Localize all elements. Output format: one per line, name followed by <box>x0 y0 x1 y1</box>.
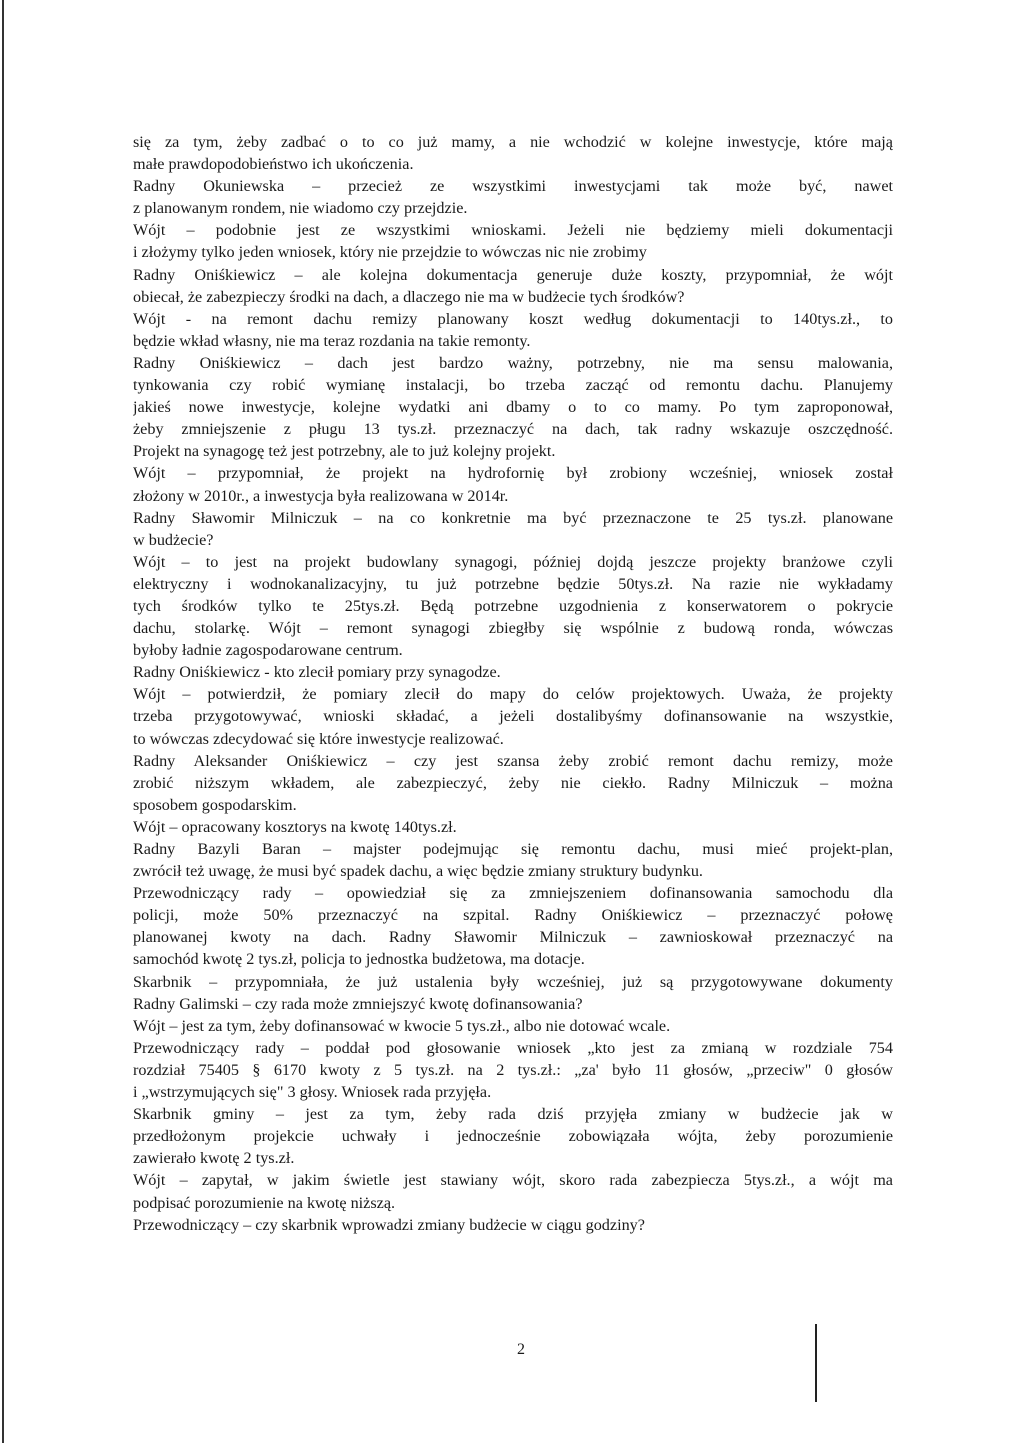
text-line: i złożymy tylko jeden wniosek, który nie przejdzie to wówczas nic nie zrobimy <box>133 243 647 262</box>
text-line: żeby zmniejszenie z pługu 13 tys.zł. przeznaczyć na dach, tak radny wskazuje oszczędność. <box>133 420 893 439</box>
margin-mark-line <box>815 1324 817 1402</box>
text-line: Przewodniczący rady – poddał pod głosowanie wniosek „kto jest za zmianą w rozdziale 754 <box>133 1038 893 1057</box>
text-line: Skarbnik gminy – jest za tym, żeby rada dziś przyjęła zmiany w budżecie jak w <box>133 1105 893 1124</box>
text-line: byłoby ładnie zagospodarowane centrum. <box>133 641 403 660</box>
text-line: to wówczas zdecydować się które inwestycje realizować. <box>133 729 504 748</box>
text-line: trzeba przygotowywać, wnioski składać, a jeżeli dostalibyśmy dofinansowanie na wszystkie, <box>133 707 893 726</box>
text-line: obiecał, że zabezpieczy środki na dach, a dlaczego nie ma w budżecie tych środków? <box>133 287 685 306</box>
text-line: Skarbnik – przypomniała, że już ustalenia były wcześniej, już są przygotowywane dokumenty <box>133 972 893 991</box>
text-line: samochód kwotę 2 tys.zł, policja to jednostka budżetowa, ma dotacje. <box>133 950 585 969</box>
text-line: elektryczny i wodnokanalizacyjny, tu już potrzebne będzie 50tys.zł. Na razie nie wykładamy <box>133 574 893 593</box>
text-line: Projekt na synagogę też jest potrzebny, ale to już kolejny projekt. <box>133 442 556 461</box>
text-line: Przewodniczący rady – opowiedział się za zmniejszeniem dofinansowania samochodu dla <box>133 884 893 903</box>
text-line: z planowanym rondem, nie wiadomo czy przejdzie. <box>133 199 468 218</box>
text-line: Radny Oniśkiewicz - kto zlecił pomiary przy synagodze. <box>133 663 501 682</box>
text-line: Radny Okuniewska – przecież ze wszystkimi inwestycjami tak może być, nawet <box>133 177 893 196</box>
text-line: Wójt - na remont dachu remizy planowany koszt według dokumentacji to 140tys.zł., to <box>133 309 893 328</box>
scan-edge-line <box>2 0 4 1443</box>
text-line: Wójt – podobnie jest ze wszystkimi wnioskami. Jeżeli nie będziemy mieli dokumentacji <box>133 221 893 240</box>
text-line: Radny Aleksander Oniśkiewicz – czy jest szansa żeby zrobić remont dachu remizy, może <box>133 751 893 770</box>
text-line: Radny Oniśkiewicz – dach jest bardzo ważny, potrzebny, nie ma sensu malowania, <box>133 353 893 372</box>
text-line: zrobić niższym wkładem, ale zabezpieczyć, żeby nie ciekło. Radny Milniczuk – można <box>133 773 893 792</box>
text-line: sposobem gospodarskim. <box>133 795 297 814</box>
text-line: Radny Bazyli Baran – majster podejmując się remontu dachu, musi mieć projekt-plan, <box>133 840 893 858</box>
text-line: zawierało kwotę 2 tys.zł. <box>133 1149 295 1168</box>
text-line: Radny Sławomir Milniczuk – na co konkretnie ma być przeznaczone te 25 tys.zł. planowane <box>133 508 893 527</box>
page-number: 2 <box>517 1341 525 1358</box>
text-line: się za tym, żeby zadbać o to co już mamy, a nie wchodzić w kolejne inwestycje, które mają <box>133 133 893 151</box>
text-line: tych środków tylko te 25tys.zł. Będą potrzebne uzgodnienia z konserwatorem o pokrycie <box>133 596 893 615</box>
text-line: podpisać porozumienie na kwotę niższą. <box>133 1193 396 1212</box>
text-line: Wójt – potwierdził, że pomiary zlecił do mapy do celów projektowych. Uważa, że projekty <box>133 685 893 704</box>
text-line: Radny Oniśkiewicz – ale kolejna dokumentacja generuje duże koszty, przypomniał, że wójt <box>133 265 893 284</box>
text-line: rozdział 75405 § 6170 kwoty z 5 tys.zł. na 2 tys.zł.: „za' było 11 głosów, „przeciw" 0 głosów <box>133 1060 893 1079</box>
text-line: jakieś nowe inwestycje, kolejne wydatki ani dbamy o to co mamy. Po tym zaproponował, <box>133 398 893 417</box>
document-body <box>133 131 893 1236</box>
text-line: Radny Galimski – czy rada może zmniejszyć kwotę dofinansowania? <box>133 994 583 1013</box>
text-line: i „wstrzymujących się" 3 głosy. Wniosek rada przyjęła. <box>133 1083 492 1102</box>
text-line: zwrócił też uwagę, że musi być spadek dachu, a więc będzie zmiany struktury budynku. <box>133 862 703 881</box>
text-line: będzie wkład własny, nie ma teraz rozdania na takie remonty. <box>133 331 531 350</box>
text-line: dachu, stolarkę. Wójt – remont synagogi zbiegłby się wspólnie z budową ronda, wówczas <box>133 619 893 638</box>
text-line: złożony w 2010r., a inwestycja była realizowana w 2014r. <box>133 486 509 505</box>
text-line: Wójt – opracowany kosztorys na kwotę 140tys.zł. <box>133 817 457 836</box>
text-line: Wójt – przypomniał, że projekt na hydrofornię był zrobiony wcześniej, wniosek został <box>133 464 893 483</box>
text-line: przedłożonym projekcie uchwały i jednocześnie zobowiązała wójta, żeby porozumienie <box>133 1127 893 1146</box>
text-line: planowanej kwoty na dach. Radny Sławomir Milniczuk – zawnioskował przeznaczyć na <box>133 928 893 947</box>
text-line: Wójt – jest za tym, żeby dofinansować w kwocie 5 tys.zł., albo nie dotować wcale. <box>133 1016 671 1035</box>
text-line: Wójt – to jest na projekt budowlany synagogi, później dojdą jeszcze projekty branżowe czyli <box>133 552 893 571</box>
text-line: w budżecie? <box>133 530 214 549</box>
text-line: Przewodniczący – czy skarbnik wprowadzi zmiany budżecie w ciągu godziny? <box>133 1215 645 1234</box>
text-line: małe prawdopodobieństwo ich ukończenia. <box>133 155 414 174</box>
text-line: policji, może 50% przeznaczyć na szpital. Radny Oniśkiewicz – przeznaczyć połowę <box>133 906 893 925</box>
text-line: tynkowania czy robić wymianę instalacji, bo trzeba zacząć od remontu dachu. Planujemy <box>133 376 893 395</box>
text-line: Wójt – zapytał, w jakim świetle jest stawiany wójt, skoro rada zabezpiecza 5tys.zł., a wójt ma <box>133 1171 893 1190</box>
